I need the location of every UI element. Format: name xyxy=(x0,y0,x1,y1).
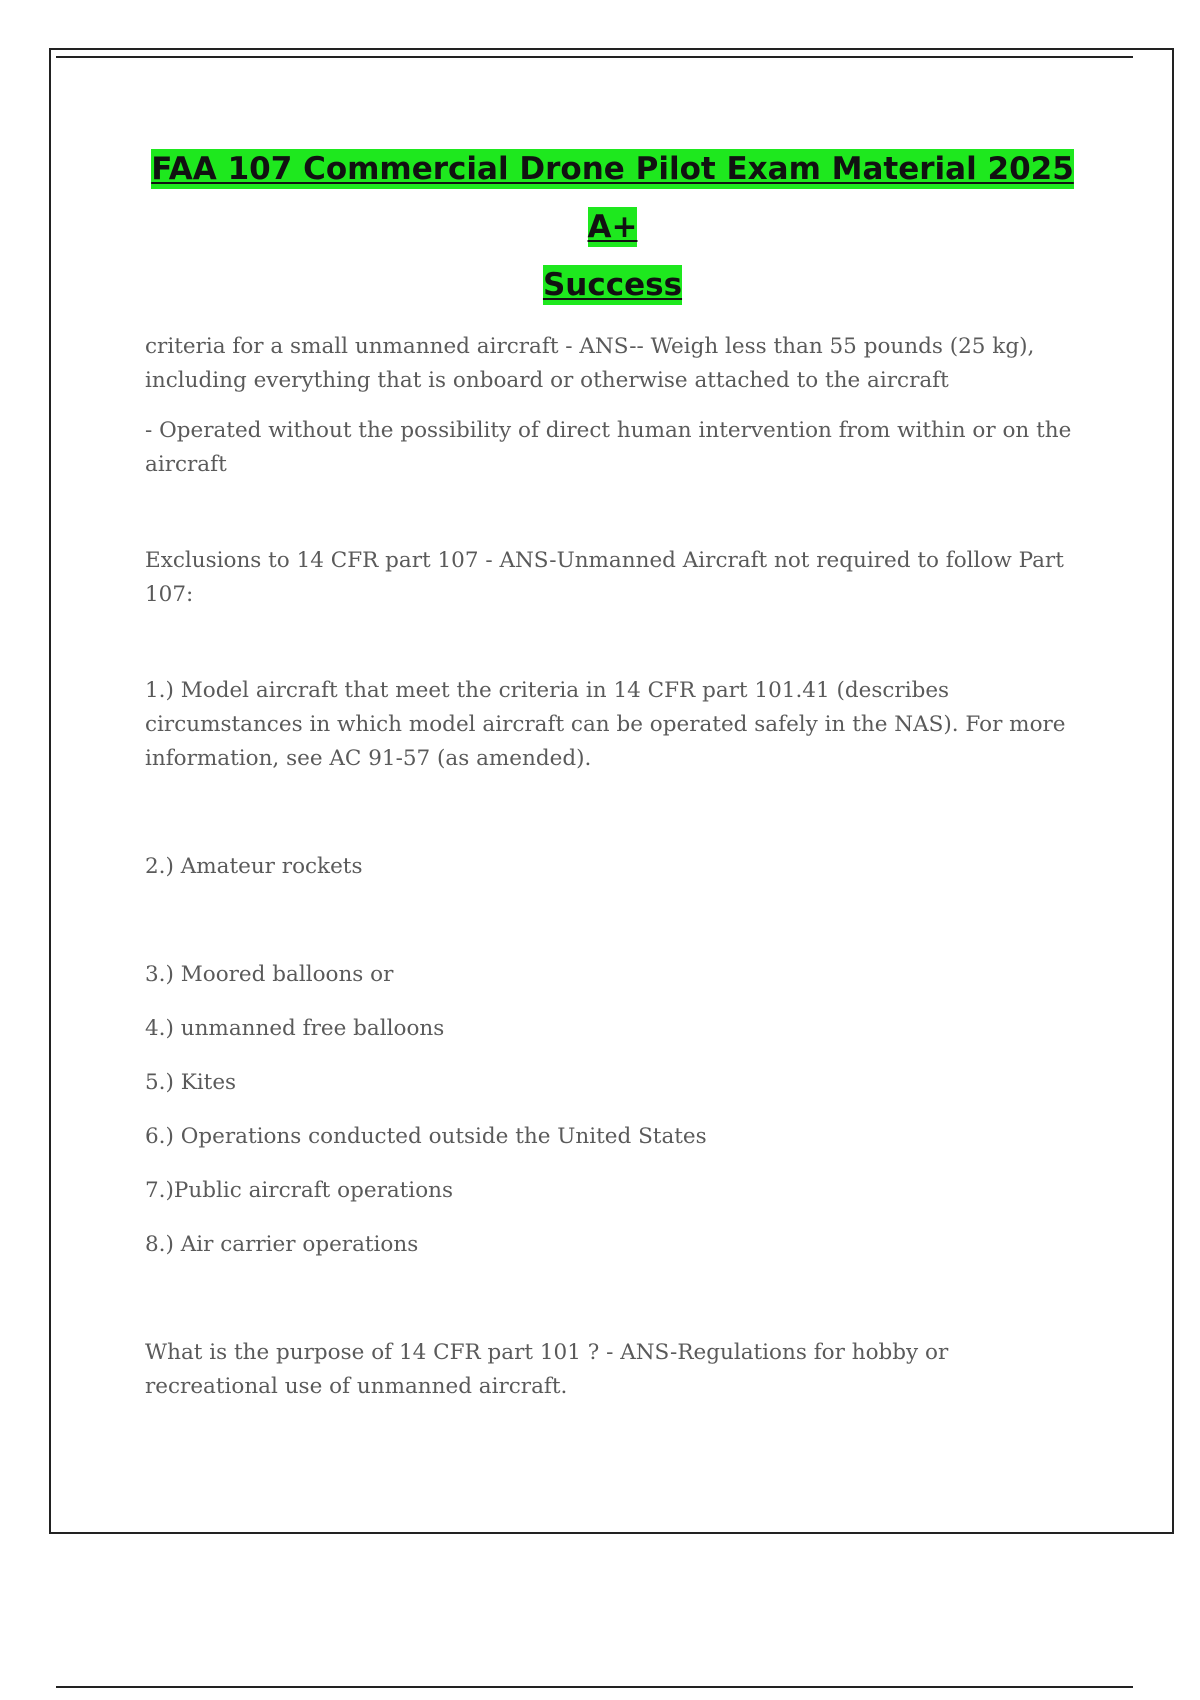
paragraph-operated: - Operated without the possibility of direct human intervention from within or on the aircraft xyxy=(145,418,1072,477)
list-item-7: 7.)Public aircraft operations xyxy=(145,1178,454,1203)
list-item-3: 3.) Moored balloons or xyxy=(145,962,394,987)
title-line-2: Success xyxy=(542,267,683,303)
document-title xyxy=(140,140,1085,314)
list-item-4: 4.) unmanned free balloons xyxy=(145,1016,445,1041)
paragraph-part-101: What is the purpose of 14 CFR part 101 ? - ANS-Regulations for hobby or recreational use of unmanned aircraft. xyxy=(145,1340,949,1399)
list-item-6: 6.) Operations conducted outside the United States xyxy=(145,1124,707,1149)
paragraph-exclusions: Exclusions to 14 CFR part 107 - ANS-Unmanned Aircraft not required to follow Part 107: xyxy=(145,548,1064,607)
bottom-rule xyxy=(56,1686,1133,1688)
paragraph-criteria: criteria for a small unmanned aircraft - ANS-- Weigh less than 55 pounds (25 kg), including everything that is onboard or otherwise attached to the aircraft xyxy=(145,334,1035,393)
title-line-1: FAA 107 Commercial Drone Pilot Exam Material 2025 A+ xyxy=(151,151,1074,245)
list-item-1: 1.) Model aircraft that meet the criteria in 14 CFR part 101.41 (describes circumstances in which model aircraft can be operated safely in the NAS). For more information, see AC 91-57 (as amended). xyxy=(145,678,1066,771)
list-item-2: 2.) Amateur rockets xyxy=(145,854,363,879)
list-item-5: 5.) Kites xyxy=(145,1070,237,1095)
list-item-8: 8.) Air carrier operations xyxy=(145,1232,419,1257)
document-body xyxy=(145,330,1085,1404)
